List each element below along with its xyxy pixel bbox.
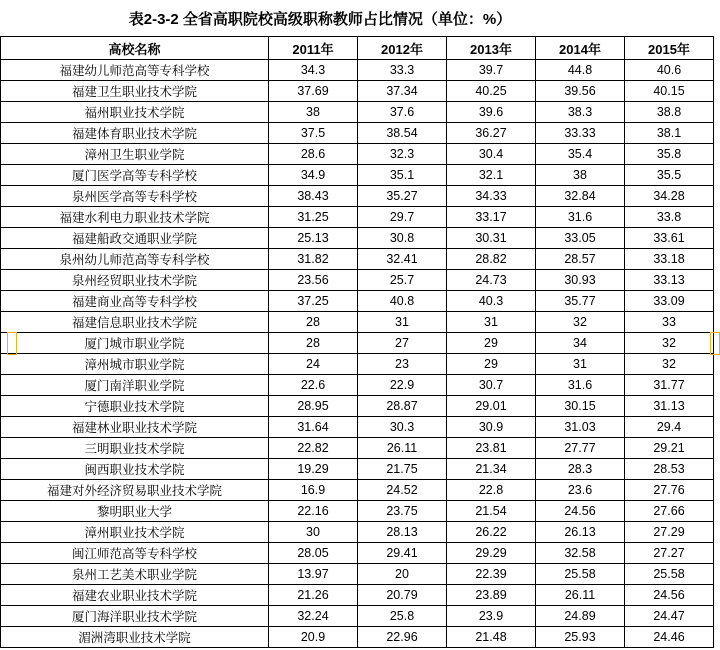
cell-value-2013年: 29.29 (447, 543, 536, 564)
cell-value-2013年: 40.3 (447, 291, 536, 312)
cell-value-2013年: 26.22 (447, 522, 536, 543)
cell-value-2013年: 30.4 (447, 144, 536, 165)
cell-value-2011年: 22.16 (269, 501, 358, 522)
cell-value-2014年: 34 (536, 333, 625, 354)
page-title: 表2-3-2 全省高职院校高级职称教师占比情况（单位：%） (128, 11, 512, 28)
table-body (1, 60, 714, 648)
table-row[interactable] (1, 585, 714, 606)
cell-value-2012年: 29.7 (358, 207, 447, 228)
cell-value-2012年: 23.75 (358, 501, 447, 522)
cell-value-2012年: 30.8 (358, 228, 447, 249)
cell-value-2012年: 21.75 (358, 459, 447, 480)
cell-value-2014年: 33.33 (536, 123, 625, 144)
cell-value-2015年: 33.09 (625, 291, 714, 312)
cell-value-2014年: 26.13 (536, 522, 625, 543)
cell-value-2012年: 32.3 (358, 144, 447, 165)
cell-school-name: 漳州卫生职业学院 (1, 144, 269, 165)
cell-value-2011年: 37.69 (269, 81, 358, 102)
cell-value-2011年: 13.97 (269, 564, 358, 585)
table-row[interactable] (1, 144, 714, 165)
cell-value-2012年: 37.6 (358, 102, 447, 123)
cell-value-2011年: 20.9 (269, 627, 358, 648)
cell-school-name: 福建信息职业技术学院 (1, 312, 269, 333)
cell-value-2014年: 31.6 (536, 375, 625, 396)
cell-value-2012年: 38.54 (358, 123, 447, 144)
cell-value-2012年: 28.13 (358, 522, 447, 543)
cell-value-2013年: 21.54 (447, 501, 536, 522)
cell-school-name: 漳州职业技术学院 (1, 522, 269, 543)
cell-value-2013年: 29.01 (447, 396, 536, 417)
cell-school-name: 福建卫生职业技术学院 (1, 81, 269, 102)
cell-value-2011年: 34.3 (269, 60, 358, 81)
table-row[interactable] (1, 627, 714, 648)
cell-school-name: 三明职业技术学院 (1, 438, 269, 459)
cell-value-2014年: 23.6 (536, 480, 625, 501)
cell-value-2012年: 37.34 (358, 81, 447, 102)
cell-value-2014年: 31.03 (536, 417, 625, 438)
cell-value-2012年: 22.9 (358, 375, 447, 396)
cell-value-2012年: 33.3 (358, 60, 447, 81)
cell-value-2011年: 31.25 (269, 207, 358, 228)
table-row[interactable] (1, 375, 714, 396)
cell-value-2011年: 28.95 (269, 396, 358, 417)
cell-value-2015年: 29.21 (625, 438, 714, 459)
cell-value-2014年: 25.58 (536, 564, 625, 585)
cell-value-2011年: 22.82 (269, 438, 358, 459)
cell-school-name: 宁德职业技术学院 (1, 396, 269, 417)
cell-value-2014年: 35.4 (536, 144, 625, 165)
cell-school-name: 闽江师范高等专科学校 (1, 543, 269, 564)
cell-value-2015年: 24.56 (625, 585, 714, 606)
cell-value-2014年: 39.56 (536, 81, 625, 102)
cell-value-2011年: 30 (269, 522, 358, 543)
data-table (0, 36, 714, 648)
cell-value-2015年: 33.18 (625, 249, 714, 270)
cell-value-2012年: 22.96 (358, 627, 447, 648)
table-row[interactable] (1, 123, 714, 144)
table-row[interactable] (1, 186, 714, 207)
cell-value-2014年: 30.93 (536, 270, 625, 291)
cell-value-2013年: 36.27 (447, 123, 536, 144)
cell-value-2014年: 32.84 (536, 186, 625, 207)
cell-school-name: 福建船政交通职业学院 (1, 228, 269, 249)
table-row[interactable] (1, 165, 714, 186)
cell-value-2013年: 39.7 (447, 60, 536, 81)
cell-school-name: 福建对外经济贸易职业技术学院 (1, 480, 269, 501)
cell-school-name: 湄洲湾职业技术学院 (1, 627, 269, 648)
table-row[interactable] (1, 81, 714, 102)
cell-school-name: 厦门南洋职业学院 (1, 375, 269, 396)
cell-value-2013年: 22.39 (447, 564, 536, 585)
cell-value-2015年: 27.66 (625, 501, 714, 522)
cell-value-2012年: 25.8 (358, 606, 447, 627)
cell-value-2015年: 29.4 (625, 417, 714, 438)
column-header-name: 高校名称 (1, 37, 269, 60)
table-row[interactable] (1, 102, 714, 123)
cell-value-2015年: 33.8 (625, 207, 714, 228)
cell-value-2011年: 28.05 (269, 543, 358, 564)
cell-value-2012年: 32.41 (358, 249, 447, 270)
column-header-2012: 2012年 (358, 37, 447, 60)
cell-value-2012年: 25.7 (358, 270, 447, 291)
cell-value-2014年: 32 (536, 312, 625, 333)
cell-value-2015年: 31.77 (625, 375, 714, 396)
cell-value-2013年: 24.73 (447, 270, 536, 291)
cell-school-name: 泉州医学高等专科学校 (1, 186, 269, 207)
cell-value-2012年: 20.79 (358, 585, 447, 606)
table-row[interactable] (1, 606, 714, 627)
cell-value-2013年: 29 (447, 333, 536, 354)
table-row[interactable] (1, 480, 714, 501)
table-row[interactable] (1, 207, 714, 228)
cell-value-2013年: 23.89 (447, 585, 536, 606)
cell-value-2011年: 24 (269, 354, 358, 375)
table-row[interactable] (1, 60, 714, 81)
cell-school-name: 厦门医学高等专科学校 (1, 165, 269, 186)
cell-value-2014年: 31 (536, 354, 625, 375)
table-row[interactable] (1, 438, 714, 459)
table-row[interactable] (1, 522, 714, 543)
cell-value-2015年: 33 (625, 312, 714, 333)
cell-value-2013年: 31 (447, 312, 536, 333)
cell-value-2011年: 31.64 (269, 417, 358, 438)
table-row[interactable] (1, 228, 714, 249)
cell-value-2011年: 21.26 (269, 585, 358, 606)
cell-value-2011年: 37.25 (269, 291, 358, 312)
column-header-2013: 2013年 (447, 37, 536, 60)
cell-school-name: 福建幼儿师范高等专科学校 (1, 60, 269, 81)
cell-value-2011年: 28 (269, 312, 358, 333)
cell-value-2013年: 39.6 (447, 102, 536, 123)
cell-value-2015年: 32 (625, 333, 714, 354)
cell-value-2011年: 28 (269, 333, 358, 354)
cell-value-2014年: 32.58 (536, 543, 625, 564)
cell-value-2015年: 24.46 (625, 627, 714, 648)
cell-value-2015年: 38.8 (625, 102, 714, 123)
cell-value-2013年: 40.25 (447, 81, 536, 102)
cell-value-2011年: 34.9 (269, 165, 358, 186)
cell-value-2014年: 24.56 (536, 501, 625, 522)
table-row[interactable] (1, 291, 714, 312)
cell-school-name: 泉州工艺美术职业学院 (1, 564, 269, 585)
table-row[interactable] (1, 417, 714, 438)
cell-value-2012年: 23 (358, 354, 447, 375)
cell-value-2015年: 24.47 (625, 606, 714, 627)
cell-value-2013年: 23.9 (447, 606, 536, 627)
table-row[interactable] (1, 312, 714, 333)
cell-value-2015年: 27.27 (625, 543, 714, 564)
cell-value-2011年: 19.29 (269, 459, 358, 480)
cell-school-name: 黎明职业大学 (1, 501, 269, 522)
cell-value-2011年: 22.6 (269, 375, 358, 396)
cell-value-2015年: 34.28 (625, 186, 714, 207)
cell-value-2014年: 24.89 (536, 606, 625, 627)
cell-school-name: 泉州幼儿师范高等专科学校 (1, 249, 269, 270)
cell-value-2015年: 27.29 (625, 522, 714, 543)
cell-value-2014年: 28.3 (536, 459, 625, 480)
cell-value-2012年: 27 (358, 333, 447, 354)
cell-value-2011年: 25.13 (269, 228, 358, 249)
cell-value-2013年: 21.34 (447, 459, 536, 480)
table-row[interactable] (1, 270, 714, 291)
cell-value-2011年: 37.5 (269, 123, 358, 144)
cell-value-2013年: 23.81 (447, 438, 536, 459)
cell-value-2012年: 31 (358, 312, 447, 333)
cell-value-2014年: 30.15 (536, 396, 625, 417)
column-header-2011: 2011年 (269, 37, 358, 60)
cell-value-2012年: 29.41 (358, 543, 447, 564)
table-row[interactable] (1, 543, 714, 564)
cell-value-2015年: 33.61 (625, 228, 714, 249)
table-row[interactable] (1, 249, 714, 270)
cell-value-2013年: 32.1 (447, 165, 536, 186)
table-header-row (1, 37, 714, 60)
cell-value-2012年: 24.52 (358, 480, 447, 501)
cell-value-2015年: 40.15 (625, 81, 714, 102)
table-row[interactable] (1, 333, 714, 354)
cell-school-name: 厦门城市职业学院 (1, 333, 269, 354)
table-row[interactable] (1, 501, 714, 522)
cell-value-2012年: 26.11 (358, 438, 447, 459)
cell-value-2014年: 35.77 (536, 291, 625, 312)
cell-value-2012年: 35.1 (358, 165, 447, 186)
cell-value-2013年: 22.8 (447, 480, 536, 501)
cell-value-2014年: 28.57 (536, 249, 625, 270)
cell-school-name: 福建林业职业技术学院 (1, 417, 269, 438)
cell-value-2011年: 32.24 (269, 606, 358, 627)
table-row[interactable] (1, 459, 714, 480)
cell-value-2013年: 29 (447, 354, 536, 375)
column-header-2014: 2014年 (536, 37, 625, 60)
table-row[interactable] (1, 564, 714, 585)
cell-school-name: 福建水利电力职业技术学院 (1, 207, 269, 228)
cell-school-name: 漳州城市职业学院 (1, 354, 269, 375)
cell-value-2013年: 34.33 (447, 186, 536, 207)
cell-value-2014年: 44.8 (536, 60, 625, 81)
cell-value-2012年: 30.3 (358, 417, 447, 438)
cell-value-2015年: 40.6 (625, 60, 714, 81)
cell-value-2015年: 25.58 (625, 564, 714, 585)
table-row[interactable] (1, 396, 714, 417)
cell-value-2011年: 31.82 (269, 249, 358, 270)
cell-value-2011年: 16.9 (269, 480, 358, 501)
cell-value-2012年: 35.27 (358, 186, 447, 207)
cell-value-2013年: 28.82 (447, 249, 536, 270)
cell-value-2011年: 23.56 (269, 270, 358, 291)
cell-value-2011年: 38 (269, 102, 358, 123)
cell-value-2013年: 30.31 (447, 228, 536, 249)
cell-value-2015年: 35.8 (625, 144, 714, 165)
cell-value-2015年: 32 (625, 354, 714, 375)
table-row[interactable] (1, 354, 714, 375)
cell-value-2015年: 28.53 (625, 459, 714, 480)
cell-school-name: 闽西职业技术学院 (1, 459, 269, 480)
cell-value-2014年: 38 (536, 165, 625, 186)
cell-value-2013年: 33.17 (447, 207, 536, 228)
cell-school-name: 福州职业技术学院 (1, 102, 269, 123)
cell-value-2015年: 35.5 (625, 165, 714, 186)
cell-value-2014年: 31.6 (536, 207, 625, 228)
cell-value-2012年: 28.87 (358, 396, 447, 417)
cell-value-2014年: 27.77 (536, 438, 625, 459)
cell-value-2011年: 38.43 (269, 186, 358, 207)
cell-value-2015年: 33.13 (625, 270, 714, 291)
cell-school-name: 福建商业高等专科学校 (1, 291, 269, 312)
cell-school-name: 福建农业职业技术学院 (1, 585, 269, 606)
cell-value-2014年: 25.93 (536, 627, 625, 648)
cell-value-2012年: 40.8 (358, 291, 447, 312)
cell-value-2015年: 27.76 (625, 480, 714, 501)
cell-value-2013年: 21.48 (447, 627, 536, 648)
cell-value-2014年: 26.11 (536, 585, 625, 606)
cell-value-2015年: 31.13 (625, 396, 714, 417)
cell-school-name: 厦门海洋职业技术学院 (1, 606, 269, 627)
column-header-2015: 2015年 (625, 37, 714, 60)
cell-value-2011年: 28.6 (269, 144, 358, 165)
cell-value-2014年: 38.3 (536, 102, 625, 123)
cell-school-name: 福建体育职业技术学院 (1, 123, 269, 144)
cell-value-2012年: 20 (358, 564, 447, 585)
cell-value-2013年: 30.7 (447, 375, 536, 396)
cell-value-2014年: 33.05 (536, 228, 625, 249)
cell-school-name: 泉州经贸职业技术学院 (1, 270, 269, 291)
cell-value-2015年: 38.1 (625, 123, 714, 144)
cell-value-2013年: 30.9 (447, 417, 536, 438)
